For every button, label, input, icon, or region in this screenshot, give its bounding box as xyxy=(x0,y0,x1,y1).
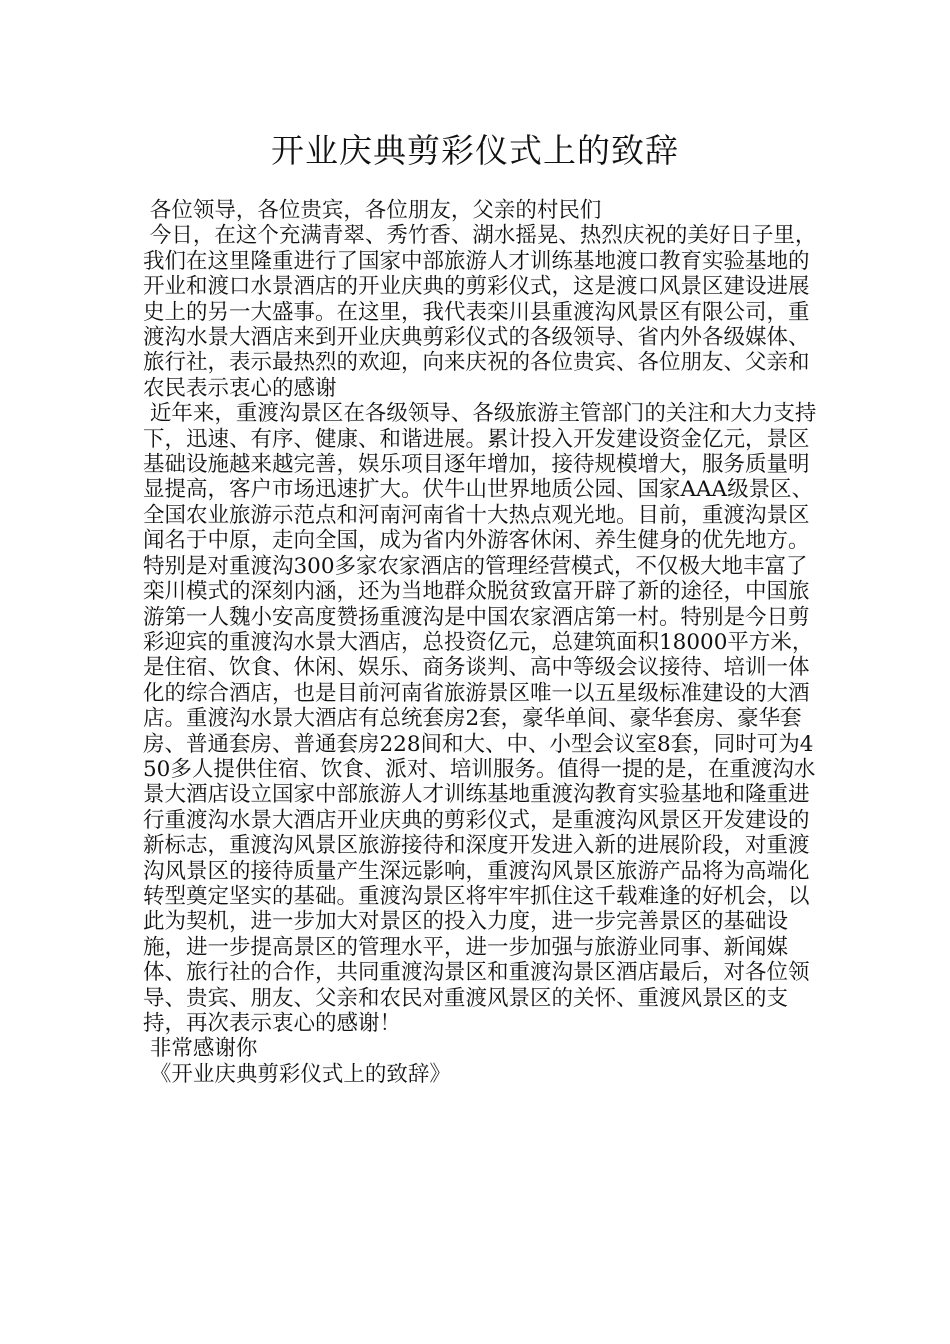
document-body xyxy=(143,198,825,1087)
document-footer-title: 《开业庆典剪彩仪式上的致辞》 xyxy=(143,1061,451,1087)
closing-paragraph: 非常感谢你 xyxy=(143,1036,258,1062)
document-title: 开业庆典剪彩仪式上的致辞 xyxy=(271,131,679,170)
body-paragraph: 今日，在这个充满青翠、秀竹香、湖水摇晃、热烈庆祝的美好日子里，我们在这里隆重进行了国家中部旅游人才训练基地渡口教育实验基地的开业和渡口水景酒店的开业庆典的剪彩仪式，这是渡口风景区建设进展史上的另一大盛事。在这里，我代表栾川县重渡沟风景区有限公司，重渡沟水景大酒店来到开业庆典剪彩仪式的各级领导、省内外各级媒体、旅行社，表示最热烈的欢迎，向来庆祝的各位贵宾、各位朋友、父亲和农民表示衷心的感谢 xyxy=(143,223,817,401)
body-paragraph: 近年来，重渡沟景区在各级领导、各级旅游主管部门的关注和大力支持下，迅速、有序、健康、和谐进展。累计投入开发建设资金亿元，景区基础设施越来越完善，娱乐项目逐年增加，接待规模增大，服务质量明显提高，客户市场迅速扩大。伏牛山世界地质公园、国家AAA级景区、全国农业旅游示范点和河南河南省十大热点观光地。目前，重渡沟景区闻名于中原，走向全国，成为省内外游客休闲、养生健身的优先地方。特别是对重渡沟300多家农家酒店的管理经营模式，不仅极大地丰富了栾川模式的深刻内涵，还为当地群众脱贫致富开辟了新的途径，中国旅游第一人魏小安高度赞扬重渡沟是中国农家酒店第一村。特别是今日剪彩迎宾的重渡沟水景大酒店，总投资亿元，总建筑面积18000平方米，是住宿、饮食、休闲、娱乐、商务谈判、高中等级会议接待、培训一体化的综合酒店，也是目前河南省旅游景区唯一以五星级标准建设的大酒店。重渡沟水景大酒店有总统套房2套，豪华单间、豪华套房、豪华套房、普通套房、普通套房228间和大、中、小型会议室8套，同时可为450多人提供住宿、饮食、派对、培训服务。值得一提的是，在重渡沟水景大酒店设立国家中部旅游人才训练基地重渡沟教育实验基地和隆重进行重渡沟水景大酒店开业庆典的剪彩仪式，是重渡沟风景区开发建设的新标志，重渡沟风景区旅游接待和深度开发进入新的进展阶段，对重渡沟风景区的接待质量产生深远影响，重渡沟风景区旅游产品将为高端化转型奠定坚实的基础。重渡沟景区将牢牢抓住这千载难逢的好机会，以此为契机，进一步加大对景区的投入力度，进一步完善景区的基础设施，进一步提高景区的管理水平，进一步加强与旅游业同事、新闻媒体、旅行社的合作，共同重渡沟景区和重渡沟景区酒店最后，对各位领导、贵宾、朋友、父亲和农民对重渡风景区的关怀、重渡风景区的支持，再次表示衷心的感谢！ xyxy=(143,401,817,1036)
salutation-paragraph: 各位领导，各位贵宾，各位朋友，父亲的村民们 xyxy=(143,198,602,223)
